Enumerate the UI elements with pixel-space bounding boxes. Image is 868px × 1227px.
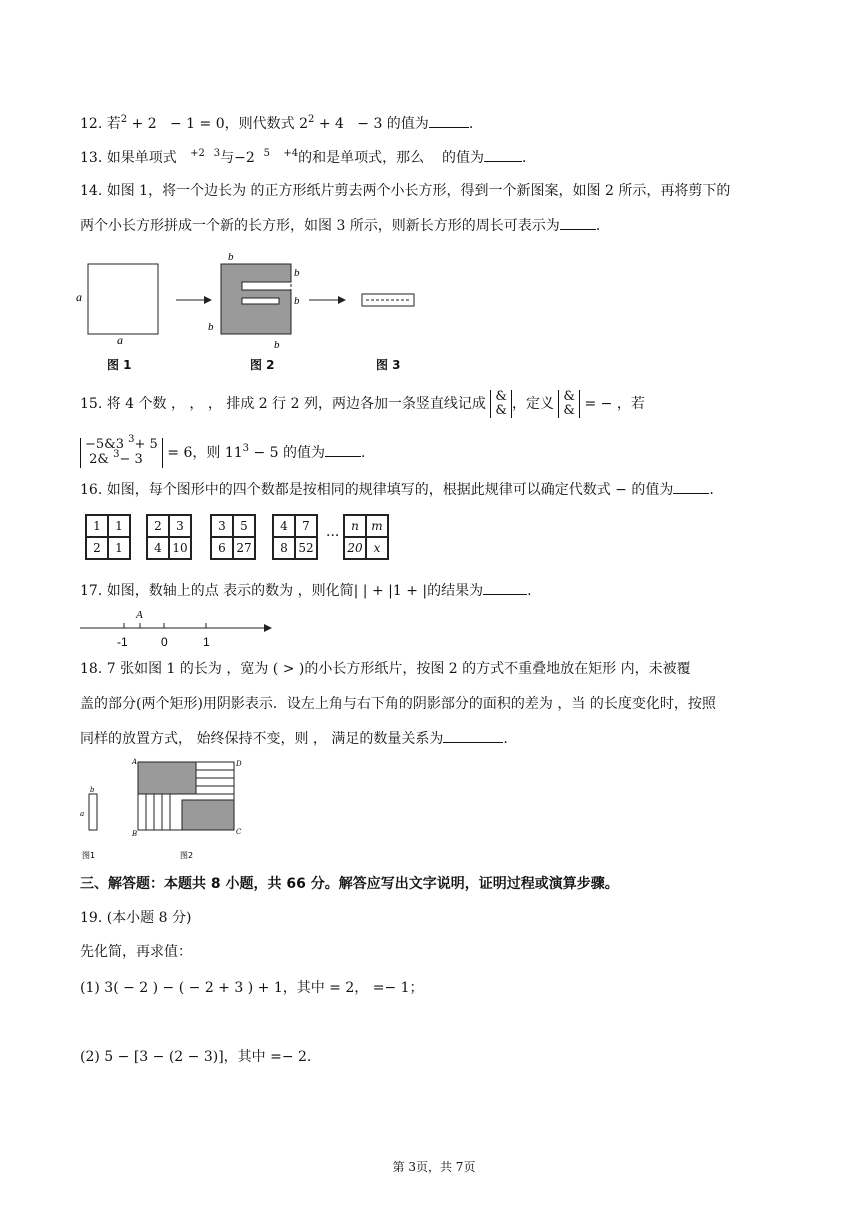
question-15-line1: 15. 将 4 个数 ， ， ， 排成 2 行 2 列，两边各加一条竖直线记成 & & ，定义 & & = − ，若 <box>80 389 645 418</box>
question-17: 17. 如图，数轴上的点 表示的数为 ，则化简| | + |1 + |的结果为 . <box>80 580 532 601</box>
number-grid-2: 2 3 4 10 <box>146 514 192 560</box>
svg-text:D: D <box>236 760 242 768</box>
svg-text:b: b <box>228 251 234 263</box>
question-19-part1: (1) 3( − 2 ) − ( − 2 + 3 ) + 1，其中 = 2， =− 1； <box>80 980 424 996</box>
question-13: 13. 如果单项式 $^{+2}$ $^3$与−2 $^5$ $^{+4}$的和是单项式，那么 的值为 . <box>80 148 527 166</box>
section-3-heading: 三、解答题：本题共 8 小题，共 66 分。解答应写出文字说明，证明过程或演算步骤。 <box>80 876 619 892</box>
determinant-given: −5&3 $^3$+ 5 2& $^3$− 3 <box>80 438 163 468</box>
point-a-label: A <box>136 609 143 621</box>
question-19-intro: 先化简，再求值： <box>80 944 192 960</box>
tick-label-0: 0 <box>161 635 168 649</box>
number-grid-1: 1 1 2 1 <box>85 514 131 560</box>
caption-figure-3: 图 3 <box>376 358 401 372</box>
question-12: 12. 若$^2$ + 2 − 1 = 0，则代数式 $2^2 + 4$ − 3 的值为 . <box>80 114 474 132</box>
answer-blank[interactable] <box>483 580 527 595</box>
label-a-bottom: a <box>117 333 123 347</box>
answer-blank[interactable] <box>443 728 503 743</box>
answer-blank[interactable] <box>429 113 469 128</box>
answer-blank[interactable] <box>484 147 522 162</box>
answer-blank[interactable] <box>325 442 361 457</box>
answer-blank[interactable] <box>673 479 709 494</box>
caption-figure-1: 图 1 <box>107 358 132 372</box>
number-grid-3: 3 5 6 27 <box>210 514 256 560</box>
question-19-title: 19. (本小题 8 分) <box>80 910 192 926</box>
number-grid-4: 4 7 8 52 <box>272 514 318 560</box>
question-14-line2: 两个小长方形拼成一个新的长方形，如图 3 所示，则新长方形的周长可表示为 . <box>80 215 600 236</box>
svg-text:b: b <box>294 295 300 307</box>
determinant-notation: & & <box>490 390 512 418</box>
caption-figure-2: 图 2 <box>250 358 275 372</box>
tick-label-neg1: -1 <box>117 635 128 649</box>
tick-label-1: 1 <box>203 635 210 649</box>
svg-text:A: A <box>132 758 138 766</box>
svg-text:图2: 图2 <box>180 851 194 860</box>
square-figure-1 <box>88 264 158 334</box>
svg-text:b: b <box>294 267 300 279</box>
number-grid-5: n m 20 x <box>343 514 389 560</box>
svg-text:b: b <box>208 321 214 333</box>
svg-text:b: b <box>90 786 95 794</box>
svg-text:C: C <box>236 828 242 836</box>
shaded-bottom-right <box>182 800 234 830</box>
svg-text:图1: 图1 <box>82 851 96 860</box>
answer-blank[interactable] <box>560 215 596 230</box>
label-a-left: a <box>76 290 82 304</box>
figure-18 <box>76 756 256 862</box>
svg-text:b: b <box>274 339 280 351</box>
question-18-line2: 盖的部分(两个矩形)用阴影表示．设左上角与右下角的阴影部分的面积的差为 ，当 的长度变化时，按照 <box>80 696 716 712</box>
number-line <box>76 606 276 652</box>
shaded-top-left <box>138 762 196 794</box>
small-rectangle-figure-1 <box>89 794 97 830</box>
ellipsis: ··· <box>326 528 340 544</box>
determinant-definition: & & <box>558 390 580 418</box>
question-19-part2: (2) 5 − [3 − (2 − 3)]，其中 =− 2. <box>80 1049 312 1065</box>
svg-text:a: a <box>80 810 85 818</box>
question-16: 16. 如图，每个图形中的四个数都是按相同的规律填写的，根据此规律可以确定代数式 − 的值为 . <box>80 479 714 500</box>
svg-text:B: B <box>132 830 138 838</box>
question-14-line1: 14. 如图 1，将一个边长为 的正方形纸片剪去两个小长方形，得到一个新图案，如图 2 所示，再将剪下的 <box>80 183 731 199</box>
question-18-line3: 同样的放置方式， 始终保持不变，则 ， 满足的数量关系为 . <box>80 728 508 749</box>
page-footer: 第 3页，共 7页 <box>392 1160 476 1174</box>
question-15-line2: −5&3 $^3$+ 5 2& $^3$− 3 = 6，则 $11^3 - 5$ 的值为 . <box>80 438 365 468</box>
question-18-line1: 18. 7 张如图 1 的长为 ，宽为 ( > )的小长方形纸片，按图 2 的方式不重叠地放在矩形 内，未被覆 <box>80 661 691 677</box>
